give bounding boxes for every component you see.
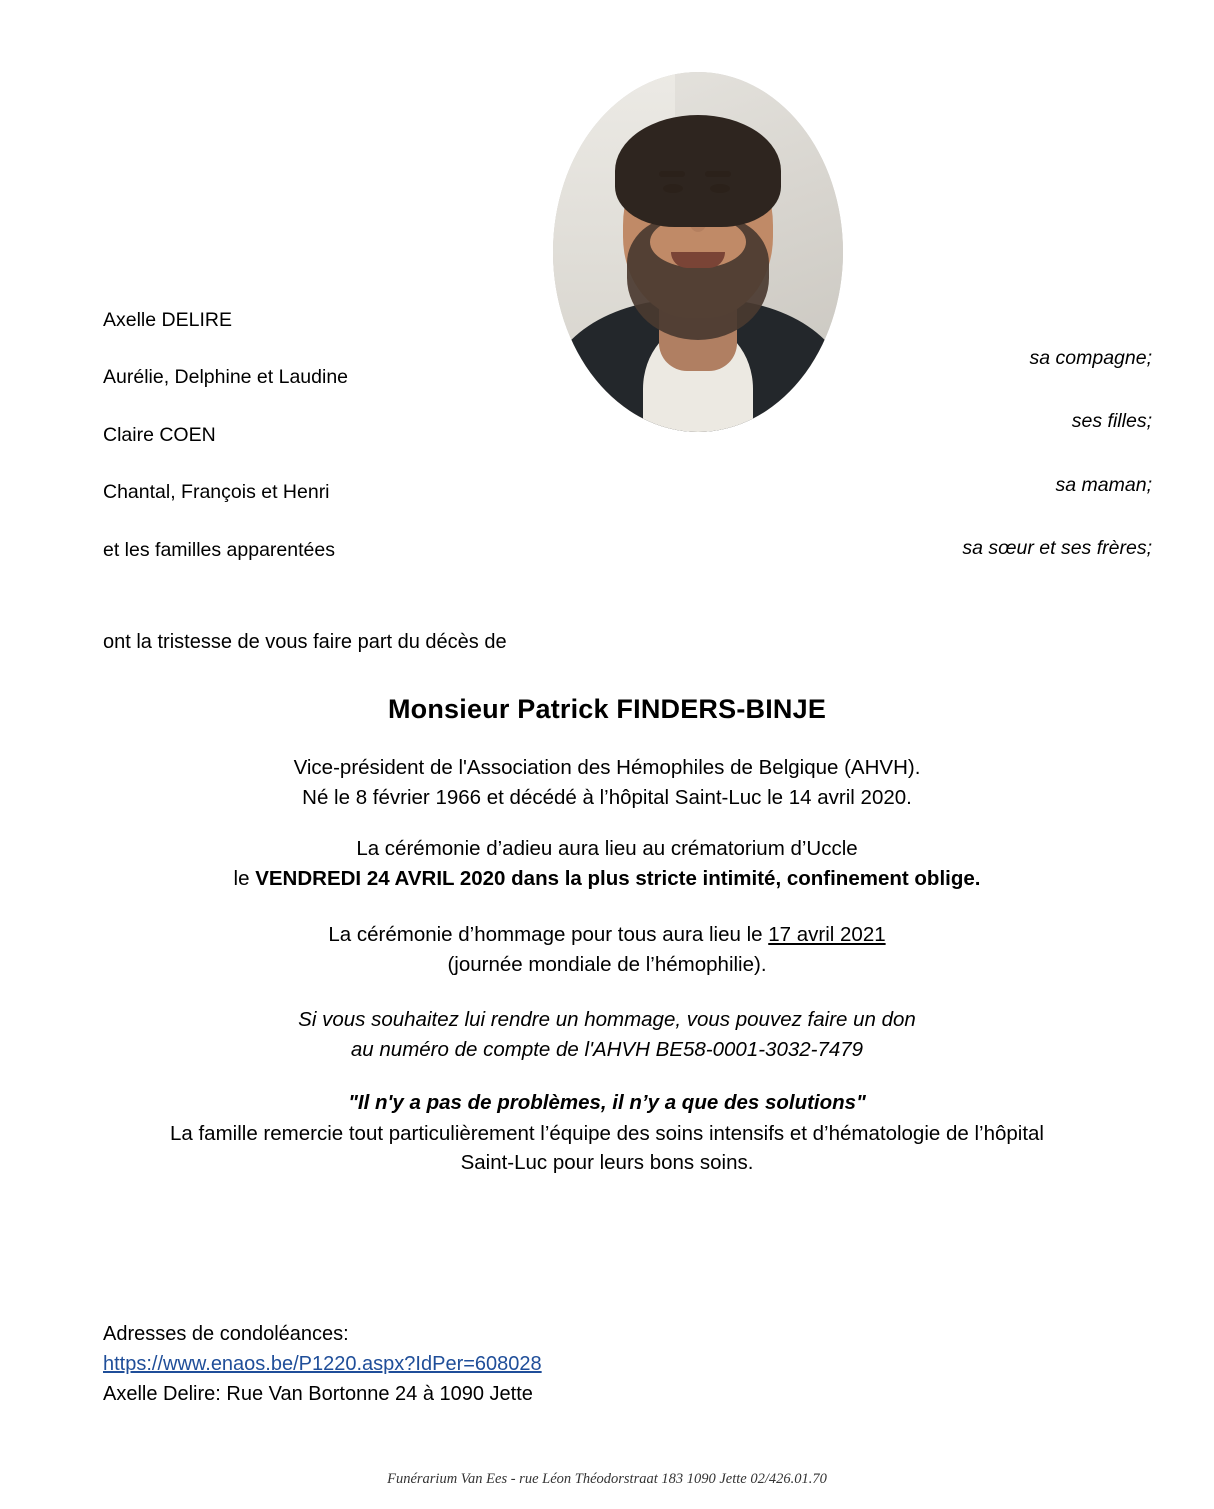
hommage-line-1-prefix: La cérémonie d’hommage pour tous aura lieu le [328,922,769,946]
list-item: sa sœur et ses frères; [962,537,1152,560]
photo-eyebrow-left [659,171,685,177]
ceremony-line-1: La cérémonie d’adieu aura lieu au crématorium d’Uccle [356,837,858,861]
thanks-line-2: Saint-Luc pour leurs bons soins. [460,1151,754,1175]
list-item: Axelle DELIRE [103,309,232,331]
list-item: Claire COEN [103,423,216,446]
ceremony-line-2-bold: VENDREDI 24 AVRIL 2020 dans la plus stricte intimité, confinement oblige. [255,867,981,891]
family-relations-list [732,348,1152,560]
birth-death-line: Né le 8 février 1966 et décédé à l’hôpital Saint-Luc le 14 avril 2020. [302,785,912,809]
photo-eye-right [710,184,730,193]
funeral-home-footer: Funérarium Van Ees - rue Léon Théodorstraat 183 1090 Jette 02/426.01.70 [387,1471,827,1487]
ceremony-paragraph [0,834,1214,893]
condolences-address: Axelle Delire: Rue Van Bortonne 24 à 1090 Jette [103,1383,533,1405]
deceased-name: Monsieur Patrick FINDERS-BINJE [387,694,827,724]
family-names-list [103,310,543,561]
list-item: Chantal, François et Henri [103,481,330,504]
announcement-line: ont la tristesse de vous faire part du décès de [103,631,507,653]
donation-line-2: au numéro de compte de l'AHVH BE58-0001-3032-7479 [350,1038,864,1062]
hommage-paragraph [0,920,1214,979]
list-item: Aurélie, Delphine et Laudine [103,366,349,389]
list-item: sa compagne; [1029,347,1152,369]
donation-paragraph [0,1005,1214,1064]
ceremony-line-2-prefix: le [233,867,256,891]
role-line: Vice-président de l'Association des Hémophiles de Belgique (AHVH). [293,756,921,779]
list-item: ses filles; [1071,410,1152,433]
list-item: sa maman; [1055,473,1152,496]
photo-eye-left [663,184,683,193]
main-body [0,694,1214,1178]
quote-text: "Il n'y a pas de problèmes, il n’y a que des solutions" [348,1090,866,1114]
condolences-block [103,1319,542,1409]
role-and-dates [0,753,1214,812]
photo-eyebrow-right [705,171,731,177]
thanks-line-1: La famille remercie tout particulièrement l’équipe des soins intensifs et d’hématologie de l’hôpital [169,1121,1044,1145]
condolences-link[interactable]: https://www.enaos.be/P1220.aspx?IdPer=608028 [103,1353,542,1375]
list-item: et les familles apparentées [103,538,335,561]
thanks-paragraph [0,1119,1214,1178]
photo-mouth [671,252,725,268]
hommage-line-2: (journée mondiale de l’hémophilie). [447,952,767,976]
photo-hair [615,115,781,227]
condolences-label: Adresses de condoléances: [103,1323,349,1345]
donation-line-1: Si vous souhaitez lui rendre un hommage, vous pouvez faire un don [298,1008,916,1032]
hommage-date: 17 avril 2021 [768,922,886,946]
